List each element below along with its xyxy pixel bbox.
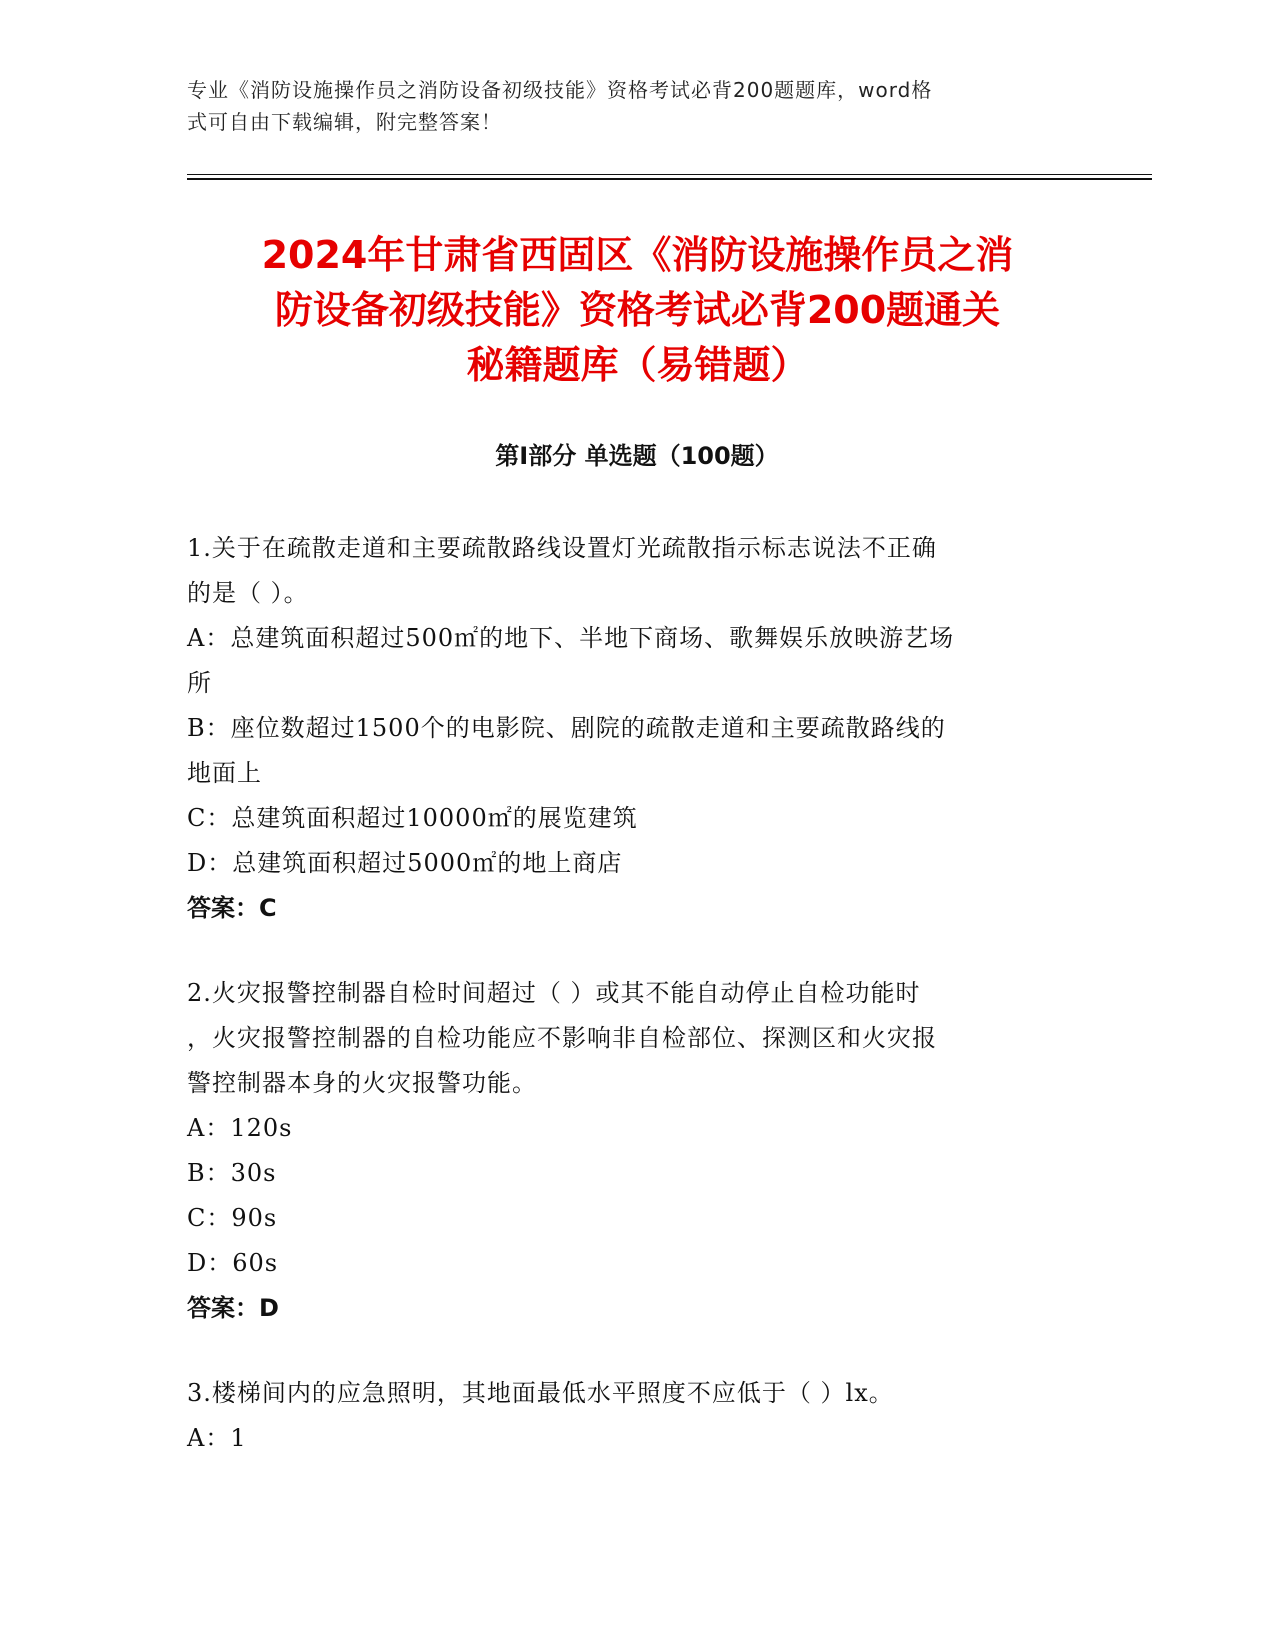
header-note (187, 74, 1067, 138)
document-title-line: 秘籍题库（易错题） (466, 343, 809, 387)
question-text: 1.关于在疏散走道和主要疏散路线设置灯光疏散指示标志说法不正确 (187, 534, 937, 562)
question-text: ，火灾报警控制器的自检功能应不影响非自检部位、探测区和火灾报 (187, 1024, 937, 1052)
question-text: 2.火灾报警控制器自检时间超过（ ）或其不能自动停止自检功能时 (187, 979, 921, 1007)
question-list (187, 526, 1087, 1501)
option-text: 所 (187, 669, 212, 697)
question-text: 3.楼梯间内的应急照明，其地面最低水平照度不应低于（ ）lx。 (187, 1379, 894, 1407)
document-title (150, 228, 1125, 393)
section-heading: 第Ⅰ部分 单选题（100题） (495, 442, 779, 470)
option-text: C：90s (187, 1204, 278, 1232)
header-divider-thick (187, 178, 1152, 180)
question-text: 警控制器本身的火灾报警功能。 (187, 1069, 537, 1097)
option-text: A：总建筑面积超过500㎡的地下、半地下商场、歌舞娱乐放映游艺场 (187, 624, 955, 652)
question-block (187, 526, 1087, 931)
option-text: 地面上 (187, 759, 262, 787)
question-text: 的是（ ）。 (187, 579, 309, 607)
question-block (187, 1371, 1087, 1461)
option-text: A：120s (187, 1114, 293, 1142)
option-text: A：1 (187, 1424, 247, 1452)
option-text: B：30s (187, 1159, 277, 1187)
header-divider-thin (187, 174, 1152, 175)
answer-label: 答案：C (187, 894, 277, 922)
document-title-line: 2024年甘肃省西固区《消防设施操作员之消 (261, 233, 1014, 277)
option-text: D：60s (187, 1249, 279, 1277)
answer-label: 答案：D (187, 1294, 279, 1322)
header-note-line: 专业《消防设施操作员之消防设备初级技能》资格考试必背200题题库，word格 (187, 78, 933, 102)
header-note-line: 式可自由下载编辑，附完整答案！ (187, 110, 502, 134)
option-text: B：座位数超过1500个的电影院、剧院的疏散走道和主要疏散路线的 (187, 714, 946, 742)
option-text: D：总建筑面积超过5000㎡的地上商店 (187, 849, 623, 877)
document-title-line: 防设备初级技能》资格考试必背200题通关 (274, 288, 1001, 332)
question-block (187, 971, 1087, 1331)
option-text: C：总建筑面积超过10000㎡的展览建筑 (187, 804, 638, 832)
